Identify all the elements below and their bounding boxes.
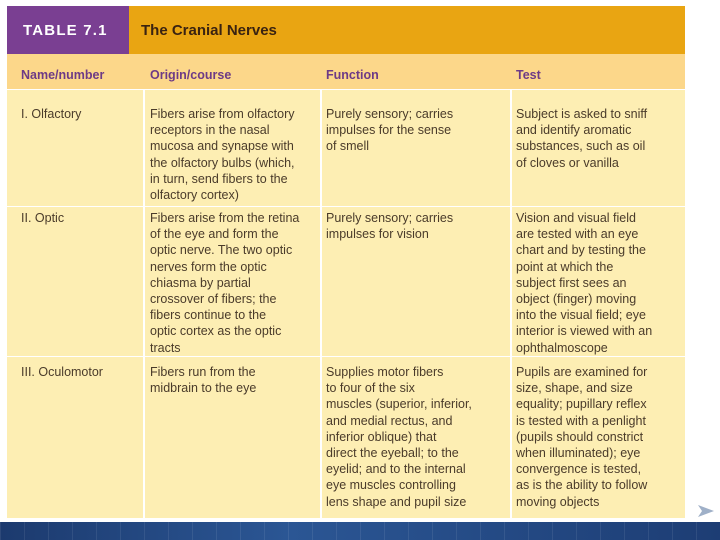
cell-name: III. Oculomotor bbox=[21, 365, 103, 379]
column-header-name: Name/number bbox=[21, 68, 105, 82]
row-divider bbox=[7, 89, 685, 90]
cell-test: Pupils are examined for size, shape, and size equality; pupillary reflex is tested with a penlight (pupils should constrict when illuminated); eye convergence is tested, as is the ability to follow moving objects bbox=[516, 365, 648, 509]
cell-origin: Fibers arise from the retina of the eye and form the optic nerve. The two optic nerves form the optic chiasma by partial crossover of fibers; the fibers continue to the optic cortex as the optic tracts bbox=[150, 211, 300, 355]
column-divider bbox=[143, 89, 145, 524]
column-divider bbox=[320, 89, 322, 524]
cell-function: Supplies motor fibers to four of the six muscles (superior, inferior, and medial rectus, and inferior oblique) that direct the eyeball; to the eyelid; and to the internal eye muscles controlling lens shape and pupil size bbox=[326, 365, 472, 509]
table-row bbox=[7, 102, 685, 206]
row-divider bbox=[7, 356, 685, 357]
table-slide bbox=[7, 6, 685, 518]
cell-origin: Fibers run from the midbrain to the eye bbox=[150, 365, 257, 396]
table-title-bar bbox=[7, 6, 685, 54]
cell-test: Subject is asked to sniff and identify aromatic substances, such as oil of cloves or vanilla bbox=[516, 107, 648, 170]
cell-name: I. Olfactory bbox=[21, 107, 82, 121]
cell-function: Purely sensory; carries impulses for vision bbox=[326, 211, 454, 242]
column-header-origin: Origin/course bbox=[150, 68, 232, 82]
cell-name: II. Optic bbox=[21, 211, 65, 225]
column-divider bbox=[510, 89, 512, 524]
column-header-function: Function bbox=[326, 68, 379, 82]
column-header-test: Test bbox=[516, 68, 541, 82]
arrow-right-icon[interactable] bbox=[697, 503, 715, 519]
cell-function: Purely sensory; carries impulses for the sense of smell bbox=[326, 107, 454, 154]
cell-origin: Fibers arise from olfactory receptors in the nasal mucosa and synapse with the olfactory bulbs (which, in turn, send fibers to the olfactory cortex) bbox=[150, 107, 295, 203]
table-row bbox=[7, 360, 685, 518]
table-header-row bbox=[7, 54, 685, 89]
footer-band bbox=[0, 522, 720, 540]
cell-test: Vision and visual field are tested with an eye chart and by testing the point at which the subject first sees an object (finger) moving into the visual field; eye interior is viewed with an ophthalmoscope bbox=[516, 211, 653, 355]
table-number-label: TABLE 7.1 bbox=[7, 6, 129, 54]
table-row bbox=[7, 206, 685, 354]
table-title: The Cranial Nerves bbox=[129, 6, 685, 54]
